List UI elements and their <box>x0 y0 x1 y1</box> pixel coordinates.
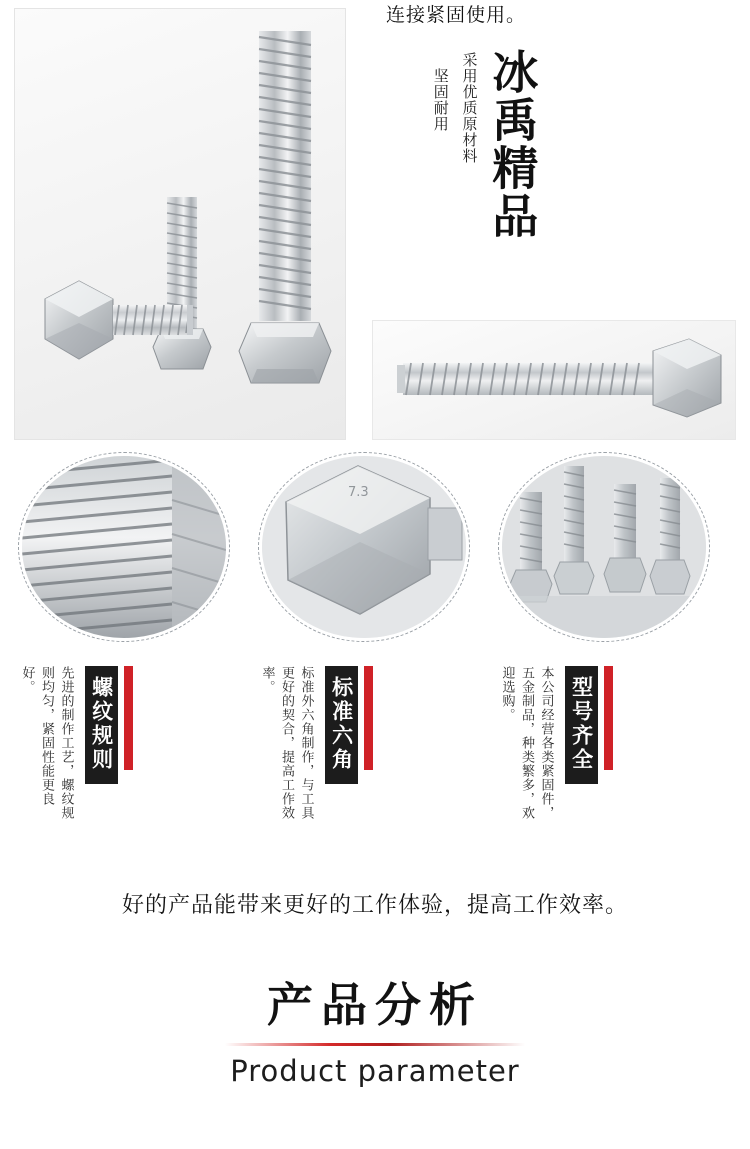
feature-photo-hex-head <box>262 456 466 638</box>
feature-title: 标准六角 <box>325 666 358 784</box>
bolt-assortment-illustration <box>502 456 706 638</box>
feature-title: 螺纹规则 <box>85 666 118 784</box>
feature-description: 标准外六角制作，与工具更好的契合，提高工作效率。 <box>260 666 315 820</box>
feature-image-wrap <box>258 452 486 652</box>
feature-title: 型号齐全 <box>565 666 598 784</box>
section-title-en: Product parameter <box>230 1053 520 1088</box>
section-title-cn: 产品分析 <box>267 980 483 1031</box>
hex-head-closeup-illustration <box>262 456 466 638</box>
feature-image-wrap <box>18 452 246 652</box>
red-accent-bar <box>124 666 133 770</box>
thread-closeup-illustration <box>22 456 226 638</box>
feature-title-box <box>325 666 373 784</box>
svg-text:7.3: 7.3 <box>348 485 369 500</box>
feature-row <box>0 452 750 862</box>
brand-block <box>430 48 538 240</box>
feature-description: 本公司经营各类紧固件，五金制品，种类繁多，欢迎选购。 <box>500 666 555 820</box>
feature-photo-bolt-assortment <box>502 456 706 638</box>
top-headline: 连接紧固使用。 <box>386 5 527 26</box>
feature-title-box <box>85 666 133 784</box>
main-product-photo <box>14 8 346 440</box>
section-divider <box>225 1043 525 1046</box>
feature-caption <box>498 666 734 841</box>
feature-caption <box>258 666 494 841</box>
hex-bolts-group-illustration <box>15 9 345 439</box>
red-accent-bar <box>364 666 373 770</box>
section-heading <box>0 980 750 1088</box>
side-product-photo <box>372 320 736 440</box>
feature-title-box <box>565 666 613 784</box>
feature-photo-thread-closeup <box>22 456 226 638</box>
slogan-text: 好的产品能带来更好的工作体验，提高工作效率。 <box>121 892 628 917</box>
feature-item <box>498 452 734 841</box>
feature-item <box>258 452 494 841</box>
feature-image-wrap <box>498 452 726 652</box>
feature-item <box>18 452 254 841</box>
brand-sub-left: 坚固耐用 <box>431 68 449 132</box>
feature-caption <box>18 666 254 841</box>
single-hex-bolt-illustration <box>373 321 735 439</box>
brand-sub-right: 采用优质原材料 <box>460 52 478 164</box>
brand-name: 冰禹精品 <box>486 48 538 240</box>
red-accent-bar <box>604 666 613 770</box>
feature-description: 先进的制作工艺，螺纹规则均匀，紧固性能更良好。 <box>20 666 75 820</box>
